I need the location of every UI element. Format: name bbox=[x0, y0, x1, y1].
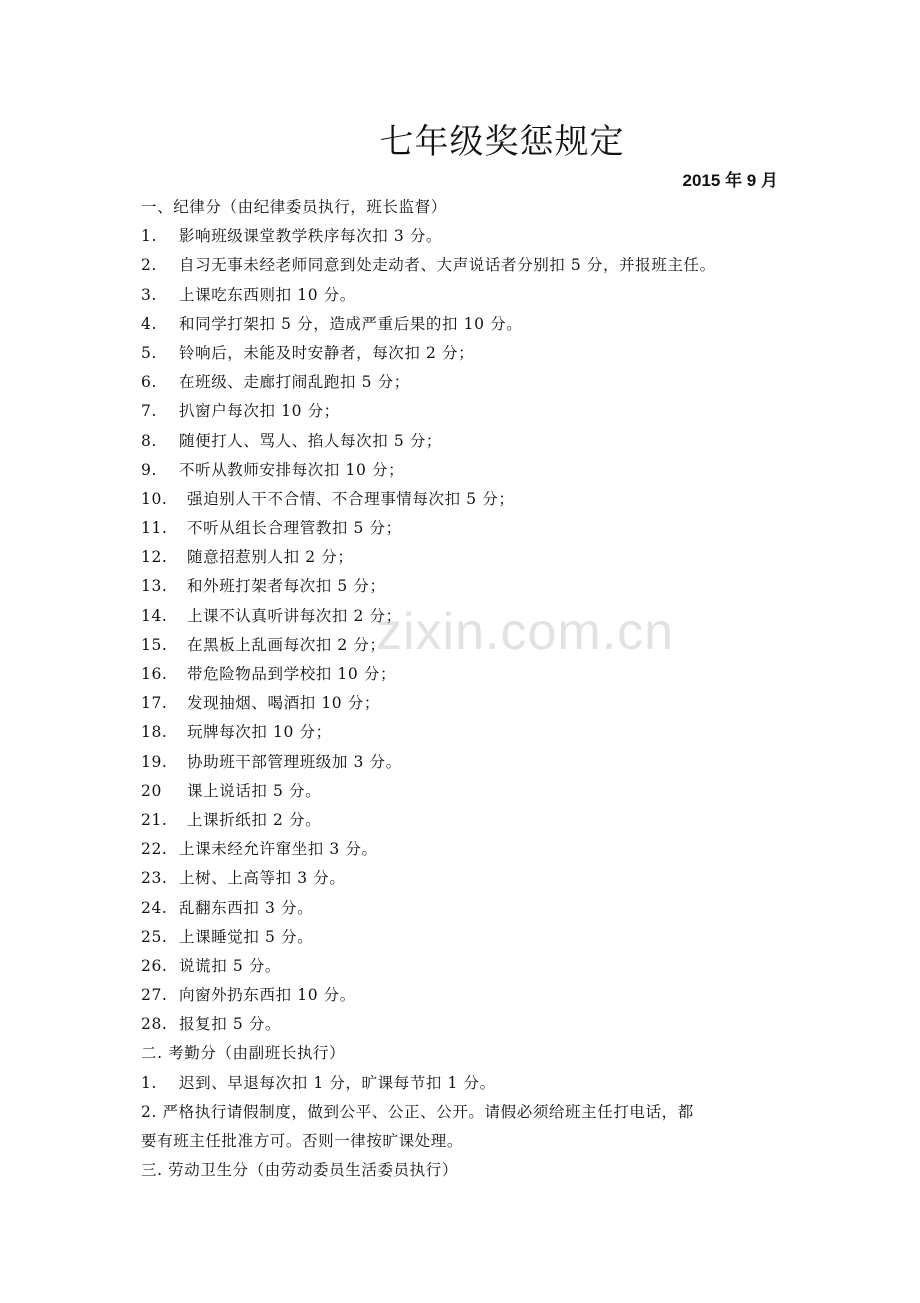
rule-line bbox=[141, 572, 791, 601]
rule-text: 铃响后，未能及时安静者，每次扣 2 分； bbox=[179, 343, 475, 362]
watermark: zixin.com.cn bbox=[376, 603, 675, 661]
rule-number: 22. bbox=[141, 840, 168, 859]
rule-text: 要有班主任批准方可。否则一律按旷课处理。 bbox=[141, 1132, 464, 1150]
rule-line bbox=[141, 1098, 791, 1127]
rule-line bbox=[141, 281, 791, 310]
rule-number: 19. bbox=[141, 752, 168, 771]
rule-number: 9. bbox=[141, 460, 157, 479]
rule-number: 1. bbox=[141, 227, 157, 246]
rule-line bbox=[141, 514, 791, 543]
rule-text: 上课不认真听讲每次扣 2 分； bbox=[187, 606, 402, 625]
rule-number: 11. bbox=[141, 519, 168, 538]
rule-line bbox=[141, 222, 791, 251]
rule-number: 21. bbox=[141, 810, 168, 829]
rule-line bbox=[141, 806, 791, 835]
rule-line bbox=[141, 923, 791, 952]
rule-number: 2. bbox=[141, 256, 157, 275]
rule-text: 上树、上高等扣 3 分。 bbox=[179, 869, 346, 888]
rule-text: 在班级、走廊打闹乱跑扣 5 分； bbox=[179, 373, 410, 392]
rule-number: 16. bbox=[141, 665, 168, 683]
rule-text: 影响班级课堂教学秩序每次扣 3 分。 bbox=[179, 227, 443, 246]
rule-text: 协助班干部管理班级加 3 分。 bbox=[187, 752, 402, 771]
rule-line bbox=[141, 894, 791, 923]
rule-number: 20 bbox=[141, 781, 162, 800]
rule-text: 带危险物品到学校扣 10 分； bbox=[187, 665, 397, 683]
rule-number: 13. bbox=[141, 577, 168, 596]
rule-line bbox=[141, 952, 791, 981]
rule-number: 15. bbox=[141, 635, 168, 654]
rule-line bbox=[141, 310, 791, 339]
rule-text: 和同学打架扣 5 分，造成严重后果的扣 10 分。 bbox=[179, 314, 523, 333]
rule-text: 一、纪律分（由纪律委员执行，班长监督） bbox=[141, 198, 447, 216]
rule-line bbox=[141, 251, 791, 280]
rule-text: 发现抽烟、喝酒扣 10 分； bbox=[187, 694, 380, 713]
rule-line bbox=[141, 339, 791, 368]
rule-line bbox=[141, 543, 791, 572]
rule-text: 二. 考勤分（由副班长执行） bbox=[141, 1044, 346, 1063]
rule-text: 上课吃东西则扣 10 分。 bbox=[179, 285, 356, 304]
rule-number: 28. bbox=[141, 1015, 168, 1034]
rule-number: 27. bbox=[141, 986, 168, 1005]
rule-text: 乱翻东西扣 3 分。 bbox=[179, 898, 314, 917]
rule-line bbox=[141, 485, 791, 514]
rule-line bbox=[141, 689, 791, 718]
document-date: 2015 年 9 月 bbox=[682, 171, 778, 190]
rule-line bbox=[141, 748, 791, 777]
rule-text: 报复扣 5 分。 bbox=[179, 1015, 282, 1034]
rule-line bbox=[141, 1039, 791, 1068]
rule-line bbox=[141, 1156, 791, 1185]
rule-number: 17. bbox=[141, 694, 168, 713]
rule-text: 上课未经允许窜坐扣 3 分。 bbox=[179, 840, 378, 859]
rule-number: 26. bbox=[141, 956, 168, 975]
rule-number: 14. bbox=[141, 606, 168, 625]
rule-text: 随便打人、骂人、掐人每次扣 5 分； bbox=[179, 431, 443, 450]
rule-line bbox=[141, 456, 791, 485]
rule-line bbox=[141, 397, 791, 426]
rule-number: 23. bbox=[141, 869, 168, 888]
rule-number: 8. bbox=[141, 431, 157, 450]
rule-text: 在黑板上乱画每次扣 2 分； bbox=[187, 635, 386, 654]
rule-text: 上课折纸扣 2 分。 bbox=[187, 810, 322, 829]
rule-text: 自习无事未经老师同意到处走动者、大声说话者分别扣 5 分，并报班主任。 bbox=[179, 256, 716, 275]
rule-line bbox=[141, 193, 791, 222]
rule-line bbox=[141, 1010, 791, 1039]
rule-text: 不听从组长合理管教扣 5 分； bbox=[187, 519, 402, 538]
rule-text: 上课睡觉扣 5 分。 bbox=[179, 927, 314, 946]
rule-line bbox=[141, 718, 791, 747]
rule-line bbox=[141, 777, 791, 806]
rule-number: 3. bbox=[141, 285, 157, 304]
rule-number: 12. bbox=[141, 548, 168, 567]
rule-line bbox=[141, 427, 791, 456]
rule-text: 强迫别人干不合情、不合理事情每次扣 5 分； bbox=[187, 489, 515, 508]
rule-text: 三. 劳动卫生分（由劳动委员生活委员执行） bbox=[141, 1161, 458, 1180]
rule-text: 向窗外扔东西扣 10 分。 bbox=[179, 986, 356, 1005]
rule-text: 2. 严格执行请假制度，做到公平、公正、公开。请假必须给班主任打电话，都 bbox=[141, 1102, 694, 1121]
rule-number: 18. bbox=[141, 723, 168, 742]
rule-number: 1. bbox=[141, 1073, 157, 1092]
rule-line bbox=[141, 1069, 791, 1098]
rule-text: 和外班打架者每次扣 5 分； bbox=[187, 577, 386, 596]
rule-line bbox=[141, 864, 791, 893]
rule-text: 不听从教师安排每次扣 10 分； bbox=[179, 460, 405, 479]
rule-text: 扒窗户每次扣 10 分； bbox=[179, 402, 340, 421]
rule-text: 随意招惹别人扣 2 分； bbox=[187, 548, 354, 567]
rule-number: 4. bbox=[141, 314, 157, 333]
rule-number: 25. bbox=[141, 927, 168, 946]
rule-number: 24. bbox=[141, 898, 168, 917]
rule-line bbox=[141, 1127, 791, 1156]
rule-number: 5. bbox=[141, 343, 157, 362]
rule-text: 玩牌每次扣 10 分； bbox=[187, 723, 332, 742]
rule-line bbox=[141, 368, 791, 397]
rule-text: 说谎扣 5 分。 bbox=[179, 956, 282, 975]
rules-list bbox=[141, 193, 791, 1185]
rule-text: 课上说话扣 5 分。 bbox=[187, 781, 322, 800]
rule-line bbox=[141, 835, 791, 864]
rule-line bbox=[141, 660, 791, 689]
rule-number: 6. bbox=[141, 373, 157, 392]
rule-text: 迟到、早退每次扣 1 分，旷课每节扣 1 分。 bbox=[179, 1073, 496, 1092]
rule-number: 10. bbox=[141, 489, 168, 508]
rule-number: 7. bbox=[141, 402, 157, 421]
rule-line bbox=[141, 981, 791, 1010]
document-title: 七年级奖惩规定 bbox=[379, 122, 625, 162]
